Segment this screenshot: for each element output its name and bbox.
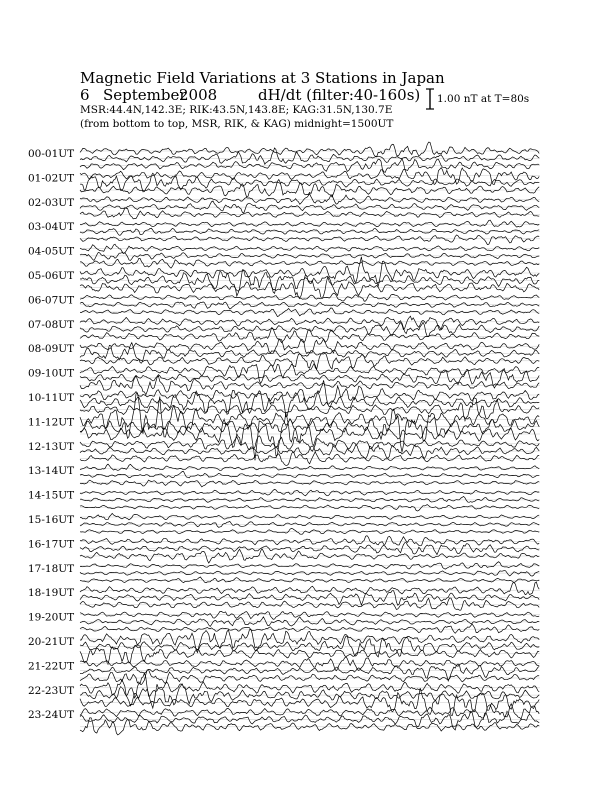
trace-10-11ut-rik	[80, 390, 539, 416]
trace-04-05ut-rik	[80, 253, 539, 261]
hour-label-21-22ut: 21-22UT	[28, 660, 75, 673]
trace-02-03ut-kag	[80, 194, 539, 205]
hour-label-03-04ut: 03-04UT	[28, 221, 75, 234]
chart-subtitle: dH/dt (filter:40-160s)	[258, 86, 421, 104]
scale-bar-label: 1.00 nT at T=80s	[437, 93, 530, 105]
trace-09-10ut-kag	[80, 364, 539, 384]
station-coordinates: MSR:44.4N,142.3E; RIK:43.5N,143.8E; KAG:31.5N,130.7E	[80, 104, 393, 116]
hour-label-20-21ut: 20-21UT	[28, 636, 75, 648]
hour-label-04-05ut: 04-05UT	[28, 245, 75, 258]
trace-06-07ut-rik	[80, 302, 539, 309]
hour-label-13-14ut: 13-14UT	[28, 465, 75, 478]
trace-13-14ut-msr	[80, 480, 539, 487]
trace-19-20ut-kag	[80, 611, 539, 619]
trace-17-18ut-rik	[80, 571, 539, 577]
date-day: 6	[80, 86, 90, 104]
date-month: September	[103, 86, 187, 104]
hour-label-08-09ut: 08-09UT	[28, 343, 75, 356]
hour-label-16-17ut: 16-17UT	[28, 538, 75, 551]
trace-11-12ut-msr	[80, 413, 539, 460]
trace-07-08ut-msr	[80, 328, 539, 343]
trace-15-16ut-msr	[80, 528, 539, 534]
hour-label-11-12ut: 11-12UT	[28, 416, 75, 429]
trace-06-07ut-msr	[80, 308, 539, 317]
trace-17-18ut-msr	[80, 577, 539, 583]
hour-label-10-11ut: 10-11UT	[28, 392, 75, 404]
hour-label-00-01ut: 00-01UT	[28, 148, 75, 160]
trace-03-04ut-kag	[80, 220, 539, 227]
chart-title: Magnetic Field Variations at 3 Stations in Japan	[80, 69, 445, 87]
hour-label-19-20ut: 19-20UT	[28, 611, 75, 624]
hour-label-18-19ut: 18-19UT	[28, 587, 75, 600]
trace-20-21ut-msr	[80, 645, 539, 664]
trace-16-17ut-kag	[80, 536, 539, 546]
scale-bar	[426, 89, 434, 109]
hour-label-09-10ut: 09-10UT	[28, 367, 75, 380]
trace-03-04ut-rik	[80, 228, 539, 235]
hour-label-15-16ut: 15-16UT	[28, 514, 75, 526]
stack-order-note: (from bottom to top, MSR, RIK, & KAG) midnight=1500UT	[80, 118, 394, 130]
date-year: 2008	[179, 86, 218, 104]
trace-02-03ut-msr	[80, 208, 539, 219]
trace-13-14ut-rik	[80, 472, 539, 478]
trace-18-19ut-msr	[80, 598, 539, 610]
trace-17-18ut-kag	[80, 562, 539, 569]
trace-15-16ut-kag	[80, 513, 539, 519]
traces	[80, 142, 540, 735]
trace-18-19ut-kag	[80, 582, 539, 595]
trace-21-22ut-kag	[80, 657, 539, 671]
hour-label-22-23ut: 22-23UT	[28, 684, 75, 697]
hour-label-01-02ut: 01-02UT	[28, 172, 75, 185]
hour-label-02-03ut: 02-03UT	[28, 196, 75, 209]
hour-labels	[28, 148, 74, 721]
trace-19-20ut-rik	[80, 617, 539, 627]
trace-03-04ut-msr	[80, 235, 539, 245]
hour-label-17-18ut: 17-18UT	[28, 562, 75, 575]
trace-20-21ut-kag	[80, 629, 539, 652]
hour-label-07-08ut: 07-08UT	[28, 318, 75, 331]
hour-label-06-07ut: 06-07UT	[28, 294, 75, 307]
hour-label-14-15ut: 14-15UT	[28, 489, 75, 502]
trace-07-08ut-rik	[80, 321, 539, 337]
hour-label-12-13ut: 12-13UT	[28, 440, 75, 453]
hour-label-05-06ut: 05-06UT	[28, 270, 75, 282]
trace-14-15ut-msr	[80, 505, 539, 511]
trace-00-01ut-kag	[80, 142, 539, 156]
trace-10-11ut-kag	[80, 380, 539, 406]
hour-label-23-24ut: 23-24UT	[28, 709, 75, 722]
trace-13-14ut-kag	[80, 464, 539, 470]
trace-14-15ut-rik	[80, 496, 539, 502]
